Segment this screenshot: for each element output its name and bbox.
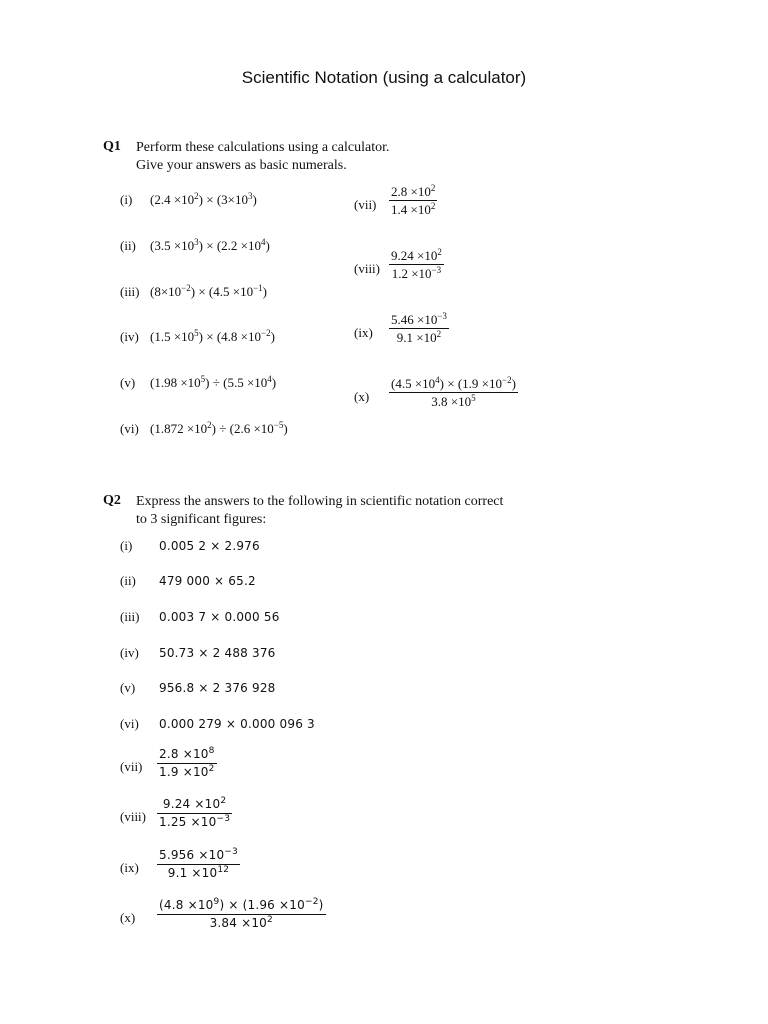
q2-item-expression: 50.73 × 2 488 376 [159,646,276,660]
fraction-denominator: $1.25 \times 10^{-3}$ [159,814,231,829]
q2-instruction-line1: Express the answers to the following in scientific notation correct [136,494,504,509]
q1-item-label: (iii) [120,284,140,299]
q1-item-fraction [389,312,449,347]
q1-item-label: (iv) [120,329,139,344]
fraction-denominator: $1.9 \times 10^2$ [159,764,215,779]
q2-item-expression: 0.005 2 × 2.976 [159,539,260,553]
q2-item-label: (x) [120,910,136,925]
q1-item-fraction [389,184,437,219]
fraction-numerator: $(4.8 \times 10^9) \times (1.96 \times 10^{-2})$ [157,898,326,915]
q2-item-label: (viii) [120,809,146,824]
q2-instructions [136,493,503,529]
q1-item-label: (v) [120,375,136,390]
q1-item-label: (viii) [354,261,380,276]
q1-instruction-line2: Give your answers as basic numerals. [136,158,347,173]
fraction-denominator: $3.8 \times 10^5$ [431,393,476,409]
q2-item-label: (v) [120,680,136,695]
q1-instruction-line1: Perform these calculations using a calculator. [136,140,390,155]
q2-item-label: (ii) [120,573,136,588]
q1-item-label: (i) [120,192,133,207]
q2-item-expression: 0.003 7 × 0.000 56 [159,610,280,624]
fraction-denominator: $9.1 \times 10^{12}$ [167,865,230,880]
q1-item-expression: $(1.98 \times 10^5) \div (5.5 \times 10^4)$ [150,374,277,390]
q2-item-fraction [157,747,217,780]
q2-item-label: (ix) [120,860,139,875]
q1-item-label: (vi) [120,421,139,436]
q2-item-label: (iii) [120,609,140,624]
fraction-numerator: $9.24 \times 10^2$ [391,247,442,263]
q2-item-label: (vii) [120,759,143,774]
q1-item-fraction [389,248,444,283]
fraction-denominator: $3.84 \times 10^2$ [209,915,273,930]
fraction-numerator: $5.956 \times 10^{-3}$ [157,848,240,865]
q1-item-label: (ii) [120,238,136,253]
fraction-denominator: $1.4 \times 10^2$ [391,201,436,217]
q1-item-fraction [389,376,518,411]
q2-item-expression: 956.8 × 2 376 928 [159,681,276,695]
q2-item-fraction [157,848,240,881]
q2-item-label: (iv) [120,645,139,660]
q1-instructions [136,139,389,175]
q1-item-expression: $(8\times 10^{-2}) \times (4.5 \times 10^{-1})$ [150,283,267,299]
q1-item-expression: $(1.5 \times 10^5) \times (4.8 \times 10^{-2})$ [150,328,275,344]
fraction-denominator: $9.1 \times 10^2$ [396,329,442,345]
fraction-denominator: $1.2 \times 10^{-3}$ [391,265,442,281]
fraction-numerator: $2.8 \times 10^8$ [157,747,217,764]
q2-item-fraction [157,797,232,830]
q1-item-label: (x) [354,389,370,404]
q1-item-label: (ix) [354,325,373,340]
q2-item-label: (vi) [120,716,139,731]
fraction-numerator: $2.8 \times 10^2$ [391,183,436,199]
page-title: Scientific Notation (using a calculator) [241,68,527,87]
fraction-numerator: $5.46 \times 10^{-3}$ [391,311,447,327]
q1-item-expression: $(2.4 \times 10^2) \times (3\times 10^3)$ [150,191,257,207]
fraction-numerator: $(4.5 \times 10^4) \times (1.9 \times 10^{-2})$ [391,375,516,391]
q1-item-label: (vii) [354,197,377,212]
q2-instruction-line2: to 3 significant figures: [136,512,267,527]
q1-item-expression: $(1.872 \times 10^2) \div (2.6 \times 10^{-5})$ [150,420,288,436]
q1-item-expression: $(3.5 \times 10^3) \times (2.2 \times 10^4)$ [150,237,270,253]
q2-item-fraction [157,898,326,931]
q2-item-expression: 479 000 × 65.2 [159,574,256,588]
q1-number: Q1 [103,139,121,154]
q2-number: Q2 [103,493,121,508]
q2-item-expression: 0.000 279 × 0.000 096 3 [159,717,315,731]
q2-item-label: (i) [120,538,133,553]
fraction-numerator: $9.24 \times 10^2$ [157,797,232,814]
